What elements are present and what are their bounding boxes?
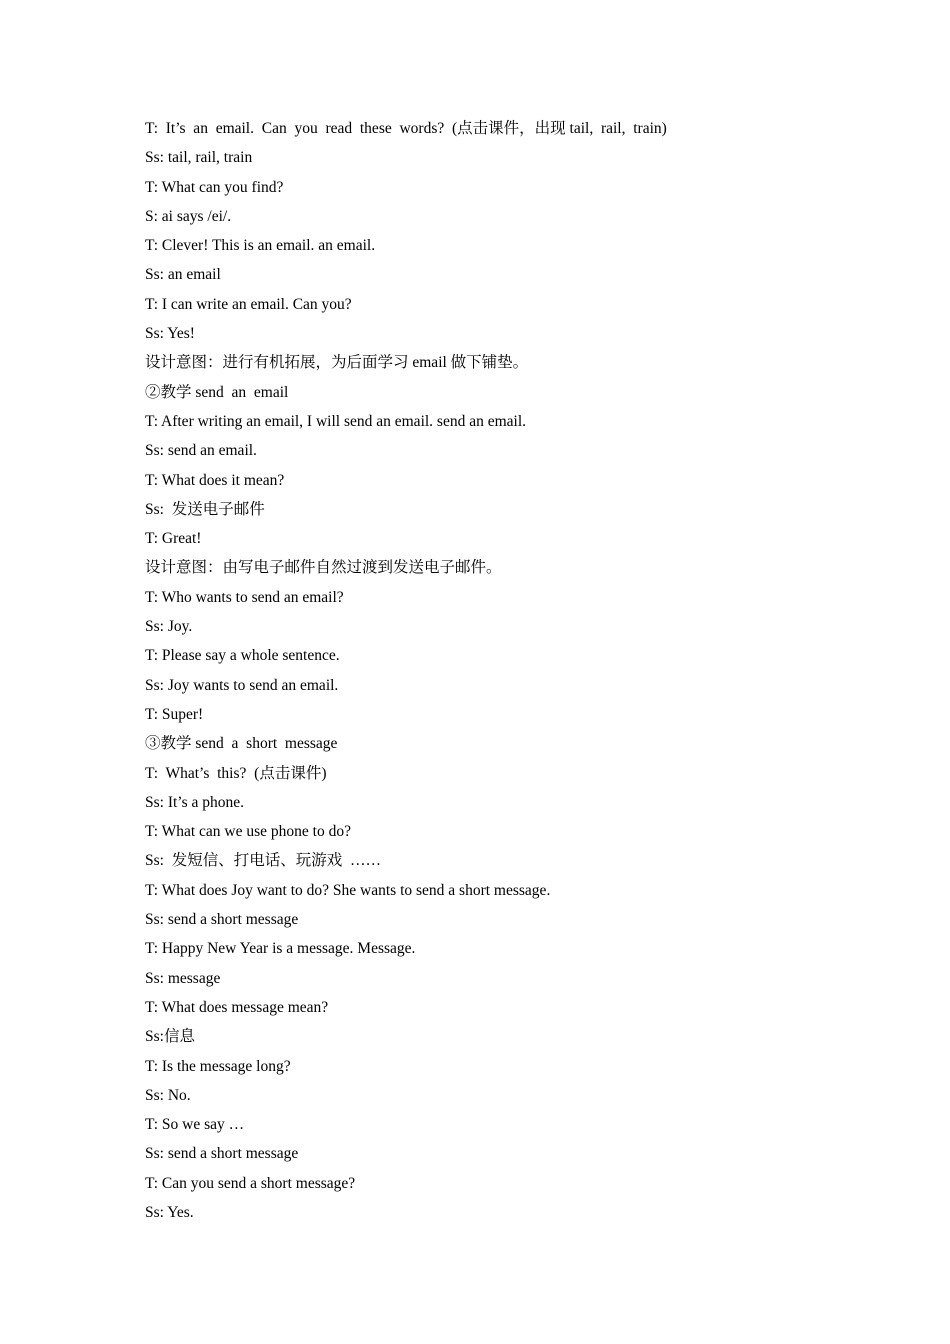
dialogue-line: T: Great! — [145, 530, 202, 548]
dialogue-line: T: What does Joy want to do? She wants to send a short message. — [145, 881, 551, 899]
dialogue-line: T: What can you find? — [145, 178, 284, 196]
dialogue-line: Ss:信息 — [145, 1028, 195, 1046]
dialogue-line: T: Please say a whole sentence. — [145, 647, 340, 665]
dialogue-line: T: Who wants to send an email? — [145, 588, 344, 606]
dialogue-line: Ss: No. — [145, 1086, 191, 1104]
dialogue-line: Ss: send a short message — [145, 1145, 299, 1163]
dialogue-line: T: What can we use phone to do? — [145, 823, 351, 841]
dialogue-line: Ss: Yes. — [145, 1203, 194, 1221]
dialogue-line: T: It’s an email. Can you read these words? (点击课件，出现 tail, rail, train) — [145, 120, 667, 137]
dialogue-line: Ss: message — [145, 969, 221, 987]
dialogue-line: Ss: an email — [145, 266, 221, 284]
dialogue-line: T: I can write an email. Can you? — [145, 295, 352, 313]
dialogue-line: Ss: Yes! — [145, 325, 195, 343]
dialogue-line: T: Clever! This is an email. an email. — [145, 237, 376, 255]
dialogue-line: T: What’s this? (点击课件) — [145, 764, 327, 782]
dialogue-line: Ss: 发短信、打电话、玩游戏 …… — [145, 852, 381, 870]
dialogue-line: Ss: send an email. — [145, 442, 257, 460]
dialogue-line: T: Is the message long? — [145, 1057, 291, 1075]
section-heading: ③教学 send a short message — [145, 735, 338, 753]
dialogue-line: Ss: send a short message — [145, 911, 299, 929]
dialogue-line: Ss: It’s a phone. — [145, 793, 245, 811]
dialogue-line: T: What does it mean? — [145, 471, 285, 489]
dialogue-line: T: After writing an email, I will send an email. send an email. — [145, 412, 527, 430]
design-intent-note: 设计意图：进行有机拓展，为后面学习 email 做下铺垫。 — [145, 354, 529, 372]
dialogue-line: T: What does message mean? — [145, 998, 329, 1016]
dialogue-line: Ss: Joy wants to send an email. — [145, 676, 339, 694]
dialogue-line: Ss: 发送电子邮件 — [145, 500, 265, 518]
dialogue-line: T: Can you send a short message? — [145, 1174, 356, 1192]
section-heading: ②教学 send an email — [145, 383, 289, 401]
dialogue-line: T: So we say … — [145, 1116, 245, 1134]
dialogue-line: T: Happy New Year is a message. Message. — [145, 940, 416, 958]
document-page — [145, 114, 845, 1227]
dialogue-line: T: Super! — [145, 705, 204, 723]
dialogue-line: S: ai says /ei/. — [145, 207, 232, 225]
dialogue-line: Ss: Joy. — [145, 618, 193, 636]
dialogue-line: Ss: tail, rail, train — [145, 149, 253, 167]
design-intent-note: 设计意图：由写电子邮件自然过渡到发送电子邮件。 — [145, 559, 502, 577]
